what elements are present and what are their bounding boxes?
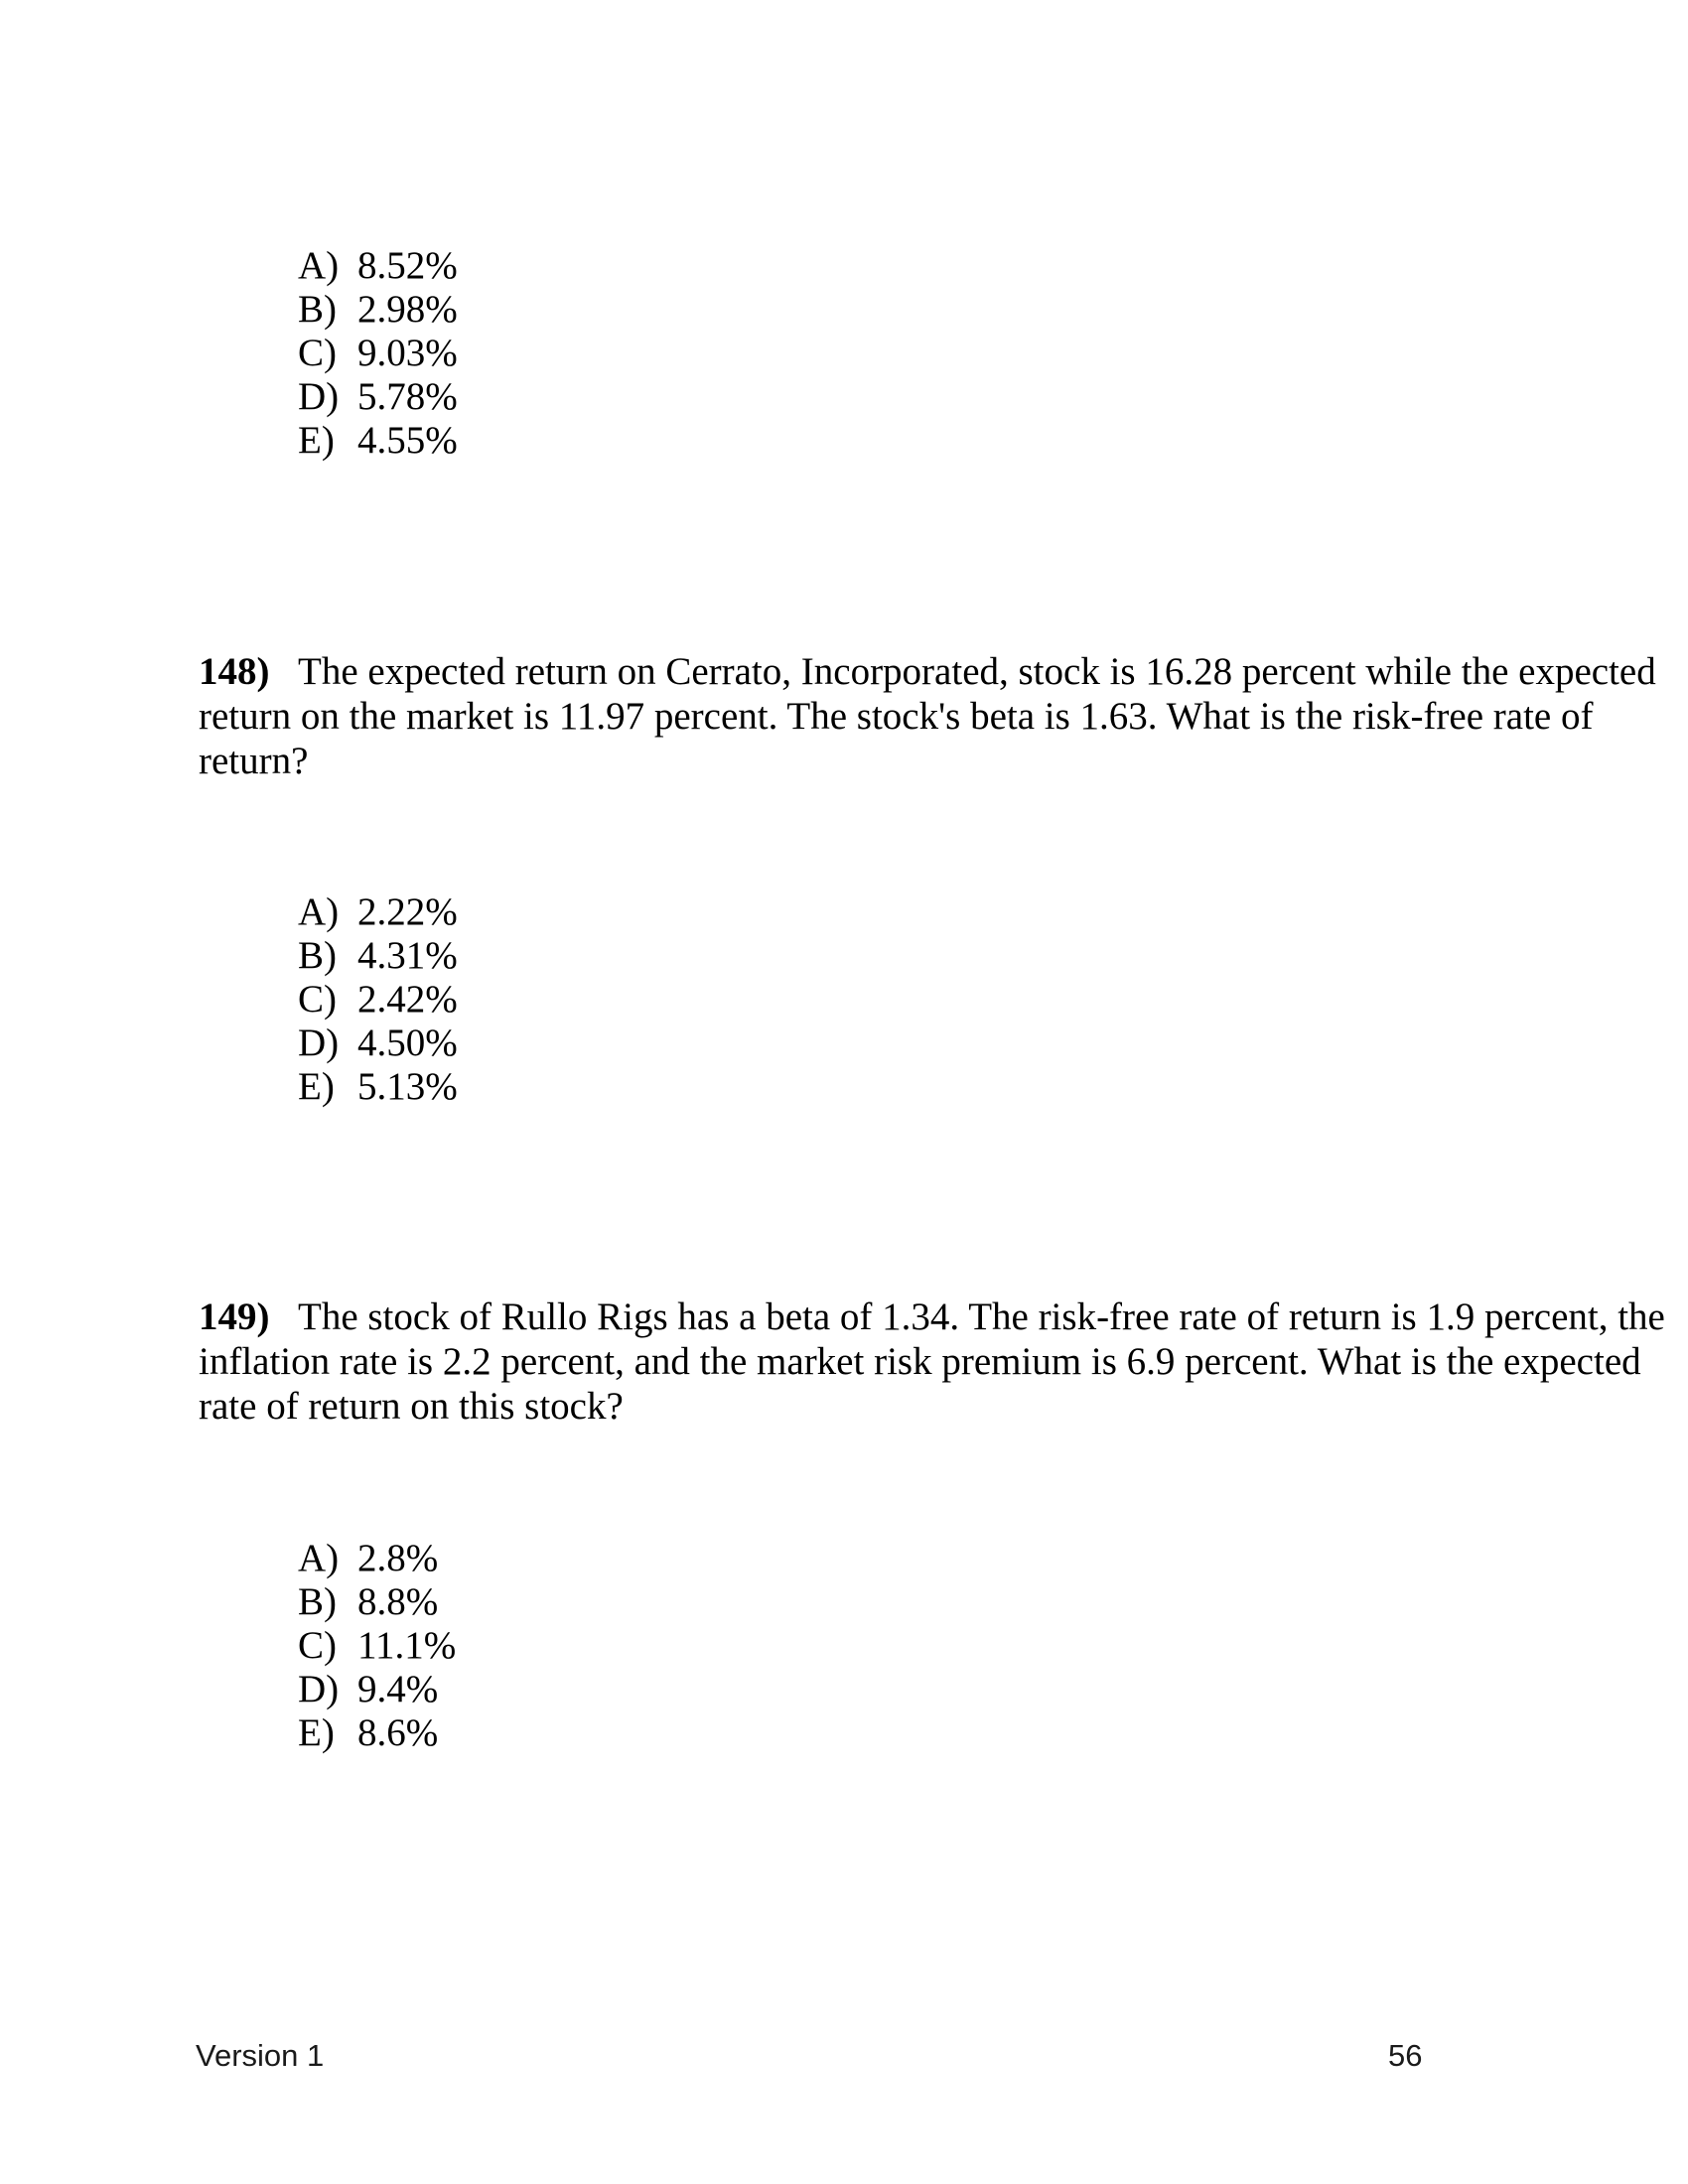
option-value: 9.03% [357,332,458,374]
question-line [199,1295,1665,1339]
options-block-previous-question [298,244,458,463]
option-row [298,332,458,375]
option-row [298,288,458,332]
option-letter: D) [298,1022,340,1064]
option-row [298,890,458,934]
option-value: 4.50% [357,1022,458,1064]
option-value: 9.4% [357,1668,439,1710]
option-value: 8.8% [357,1580,439,1623]
option-value: 5.78% [357,375,458,418]
question-line: inflation rate is 2.2 percent, and the market risk premium is 6.9 percent. What is the expected [199,1340,1641,1383]
option-row [298,934,458,978]
option-row [298,1537,456,1580]
footer-version-label: Version 1 [196,2038,325,2073]
option-letter: C) [298,1624,337,1667]
question-line: return? [199,740,309,782]
option-value: 5.13% [357,1065,458,1108]
question-text: The expected return on Cerrato, Incorporated, stock is 16.28 percent while the expected [298,650,1656,693]
option-letter: E) [298,419,335,462]
option-letter: C) [298,332,337,374]
option-letter: B) [298,1580,337,1623]
question-line [199,649,1656,694]
question-text: The stock of Rullo Rigs has a beta of 1.34. The risk-free rate of return is 1.9 percent, the [298,1296,1665,1338]
option-row [298,375,458,419]
question-line: rate of return on this stock? [199,1385,624,1428]
option-row [298,1668,456,1711]
option-row [298,1580,456,1624]
option-value: 2.42% [357,978,458,1021]
option-row [298,978,458,1022]
option-letter: B) [298,288,337,331]
option-letter: D) [298,1668,340,1710]
option-value: 4.55% [357,419,458,462]
footer-page-number: 56 [1388,2038,1423,2073]
option-row [298,1022,458,1065]
option-letter: B) [298,934,337,977]
option-letter: A) [298,244,340,287]
options-block-question-148 [298,890,458,1109]
option-value: 4.31% [357,934,458,977]
option-row [298,419,458,463]
option-value: 8.6% [357,1711,439,1754]
option-letter: C) [298,978,337,1021]
option-letter: D) [298,375,340,418]
option-letter: E) [298,1065,335,1108]
option-value: 2.22% [357,890,458,933]
option-row [298,1624,456,1668]
option-letter: E) [298,1711,335,1754]
option-value: 2.8% [357,1537,439,1579]
option-value: 11.1% [357,1624,457,1667]
option-value: 2.98% [357,288,458,331]
question-149 [199,1295,1665,1429]
option-row [298,244,458,288]
option-letter: A) [298,1537,340,1579]
question-number: 149) [199,1296,270,1338]
option-letter: A) [298,890,340,933]
options-block-question-149 [298,1537,456,1755]
question-148 [199,649,1656,783]
option-row [298,1711,456,1755]
option-value: 8.52% [357,244,458,287]
question-number: 148) [199,650,270,693]
question-line: return on the market is 11.97 percent. The stock's beta is 1.63. What is the risk-free rate of [199,695,1594,738]
option-row [298,1065,458,1109]
